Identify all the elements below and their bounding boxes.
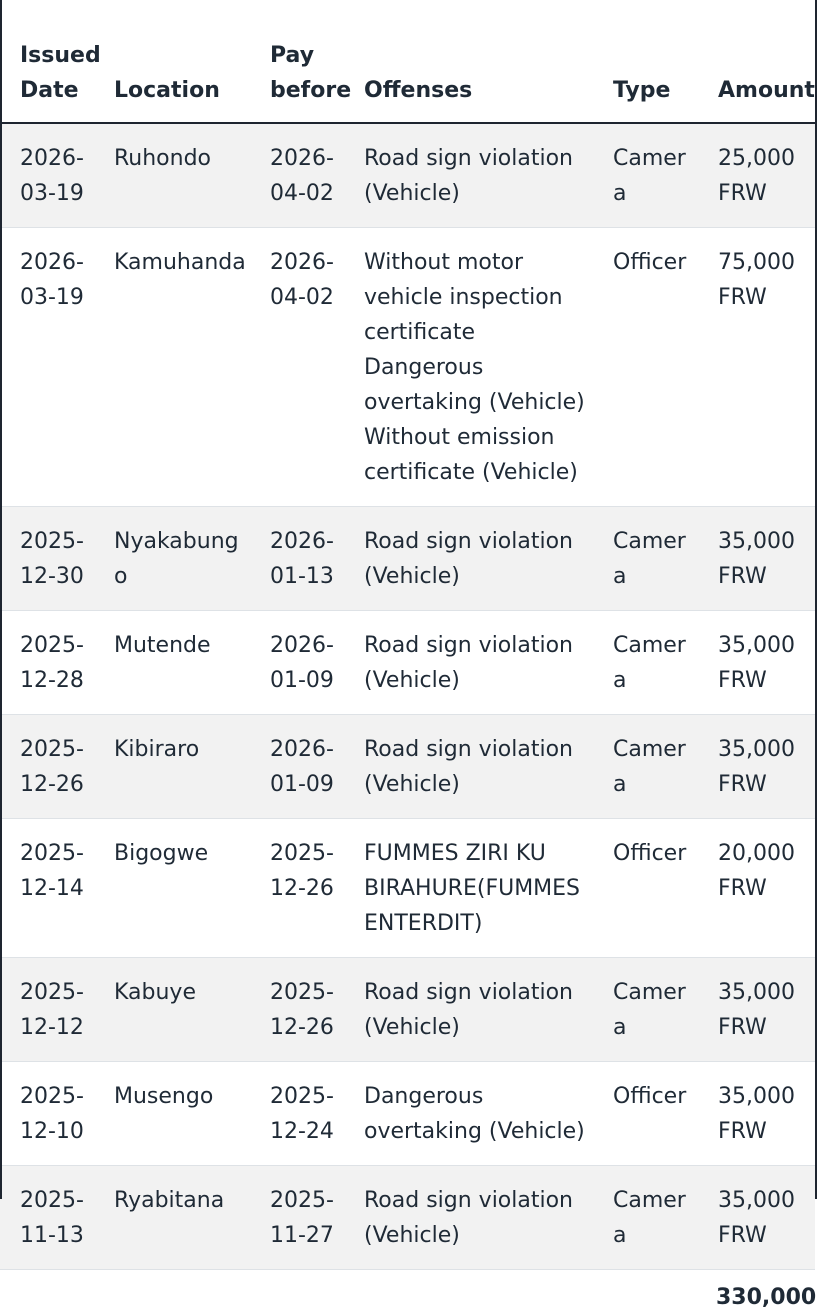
issued-date-cell: 2026-03-19 — [0, 228, 94, 507]
type-cell: Camera — [593, 1166, 698, 1270]
issued-date-cell: 2025-11-13 — [0, 1166, 94, 1270]
type-cell: Officer — [593, 228, 698, 507]
location-cell: Kibiraro — [94, 715, 250, 819]
pay-before-cell: 2025-11-27 — [250, 1166, 344, 1270]
table-body — [0, 123, 815, 1270]
header-issued-date: Issued Date — [0, 0, 94, 123]
location-cell: Nyakabungo — [94, 507, 250, 611]
offenses-cell: Road sign violation (Vehicle) — [344, 611, 593, 715]
table-row — [0, 958, 815, 1062]
header-offenses: Offenses — [344, 0, 593, 123]
pay-before-cell: 2026-01-09 — [250, 715, 344, 819]
issued-date-cell: 2025-12-12 — [0, 958, 94, 1062]
issued-date-cell: 2025-12-30 — [0, 507, 94, 611]
location-cell: Ruhondo — [94, 123, 250, 228]
type-cell: Camera — [593, 611, 698, 715]
issued-date-cell: 2025-12-10 — [0, 1062, 94, 1166]
table-row — [0, 611, 815, 715]
table-row — [0, 228, 815, 507]
location-cell: Ryabitana — [94, 1166, 250, 1270]
offenses-cell: Dangerous overtaking (Vehicle) — [344, 1062, 593, 1166]
left-border — [0, 0, 2, 1199]
offenses-cell: Road sign violation (Vehicle) — [344, 958, 593, 1062]
table-row — [0, 819, 815, 958]
table-row — [0, 123, 815, 228]
amount-cell: 35,000 FRW — [698, 1062, 815, 1166]
pay-before-cell: 2025-12-26 — [250, 958, 344, 1062]
offenses-cell: Without motor vehicle inspection certificate Dangerous overtaking (Vehicle) Without emission certificate (Vehicle) — [344, 228, 593, 507]
amount-cell: 35,000 FRW — [698, 958, 815, 1062]
type-cell: Officer — [593, 1062, 698, 1166]
pay-before-cell: 2025-12-26 — [250, 819, 344, 958]
amount-cell: 25,000 FRW — [698, 123, 815, 228]
amount-cell: 35,000 FRW — [698, 507, 815, 611]
table-header — [0, 0, 815, 123]
type-cell: Camera — [593, 507, 698, 611]
location-cell: Kamuhanda — [94, 228, 250, 507]
table-footer — [0, 1270, 815, 1315]
issued-date-cell: 2025-12-28 — [0, 611, 94, 715]
location-cell: Kabuye — [94, 958, 250, 1062]
header-type: Type — [593, 0, 698, 123]
type-cell: Camera — [593, 958, 698, 1062]
amount-cell: 35,000 FRW — [698, 715, 815, 819]
pay-before-cell: 2026-04-02 — [250, 228, 344, 507]
issued-date-cell: 2025-12-14 — [0, 819, 94, 958]
pay-before-cell: 2026-01-09 — [250, 611, 344, 715]
total-amount: 330,000 — [698, 1270, 815, 1315]
header-location: Location — [94, 0, 250, 123]
offenses-cell: Road sign violation (Vehicle) — [344, 1166, 593, 1270]
issued-date-cell: 2026-03-19 — [0, 123, 94, 228]
table-row — [0, 715, 815, 819]
offenses-cell: Road sign violation (Vehicle) — [344, 123, 593, 228]
pay-before-cell: 2026-01-13 — [250, 507, 344, 611]
location-cell: Mutende — [94, 611, 250, 715]
amount-cell: 75,000 FRW — [698, 228, 815, 507]
location-cell: Bigogwe — [94, 819, 250, 958]
type-cell: Camera — [593, 123, 698, 228]
amount-cell: 35,000 FRW — [698, 611, 815, 715]
issued-date-cell: 2025-12-26 — [0, 715, 94, 819]
total-row — [0, 1270, 815, 1315]
pay-before-cell: 2026-04-02 — [250, 123, 344, 228]
location-cell: Musengo — [94, 1062, 250, 1166]
table-row — [0, 1062, 815, 1166]
offenses-cell: Road sign violation (Vehicle) — [344, 715, 593, 819]
table-row — [0, 1166, 815, 1270]
header-pay-before: Pay before — [250, 0, 344, 123]
amount-cell: 35,000 FRW — [698, 1166, 815, 1270]
offenses-cell: FUMMES ZIRI KU BIRAHURE(FUMMES ENTERDIT) — [344, 819, 593, 958]
table-row — [0, 507, 815, 611]
header-row — [0, 0, 815, 123]
offenses-cell: Road sign violation (Vehicle) — [344, 507, 593, 611]
header-amount: Amount — [698, 0, 815, 123]
amount-cell: 20,000 FRW — [698, 819, 815, 958]
type-cell: Camera — [593, 715, 698, 819]
total-spacer — [0, 1270, 698, 1315]
type-cell: Officer — [593, 819, 698, 958]
pay-before-cell: 2025-12-24 — [250, 1062, 344, 1166]
